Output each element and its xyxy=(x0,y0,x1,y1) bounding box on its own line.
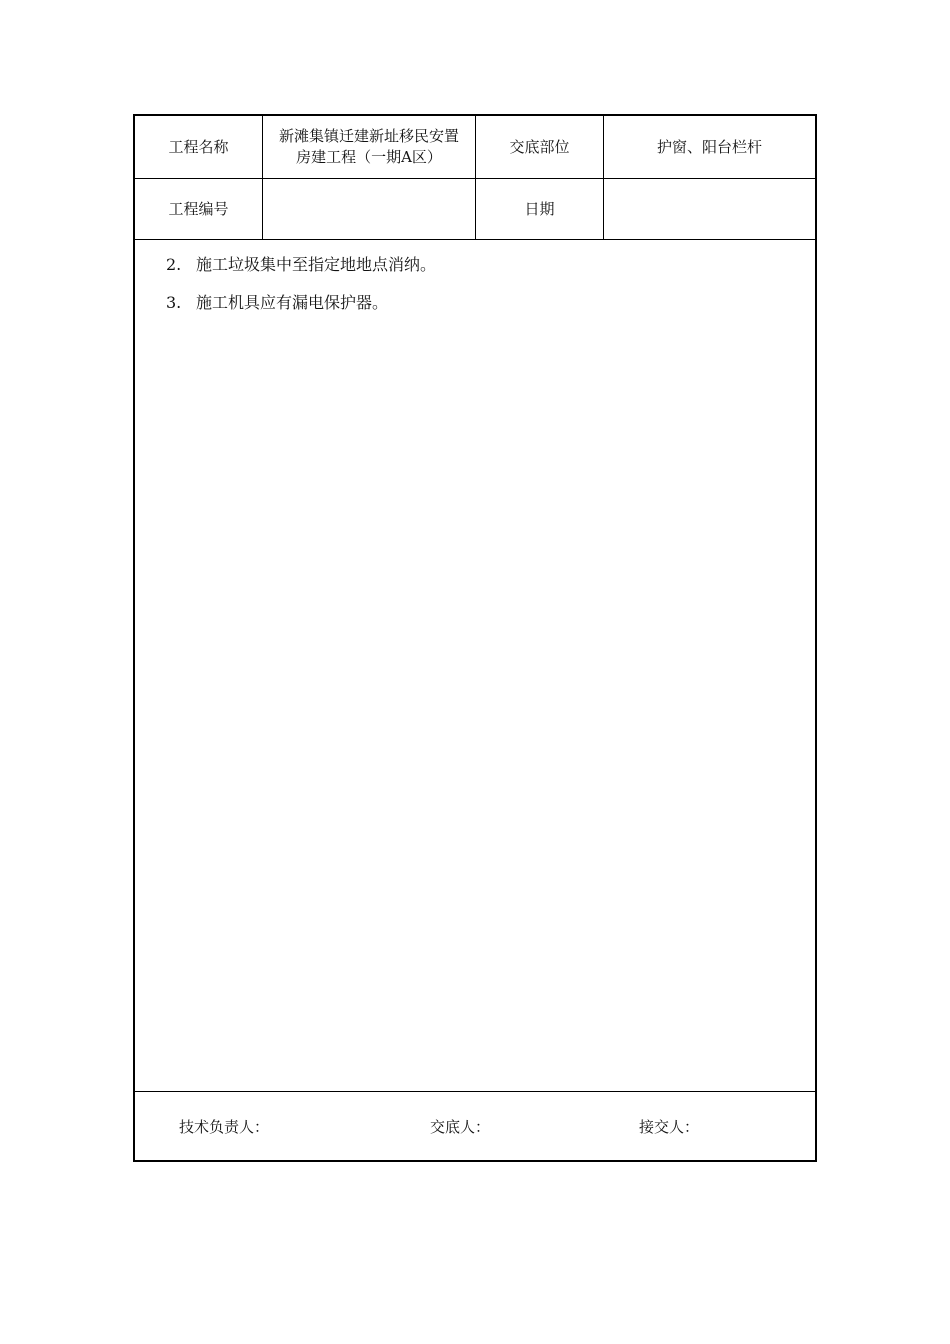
disclosure-content xyxy=(135,240,815,1092)
note-text: 施工垃圾集中至指定地地点消纳。 xyxy=(196,255,437,274)
header-row-number xyxy=(135,179,815,240)
location-value: 护窗、阳台栏杆 xyxy=(656,137,762,156)
note-item xyxy=(135,284,815,322)
note-number: 2. xyxy=(166,255,182,274)
date-value xyxy=(604,179,815,239)
note-item xyxy=(135,246,815,284)
project-no-value xyxy=(263,179,476,239)
note-text: 施工机具应有漏电保护器。 xyxy=(196,293,389,312)
note-number: 3. xyxy=(166,293,182,312)
disclosure-form xyxy=(133,114,817,1162)
project-no-label: 工程编号 xyxy=(135,179,263,239)
header-row-project xyxy=(135,116,815,179)
presenter-signature-label: 交底人： xyxy=(430,1118,491,1136)
project-name-label: 工程名称 xyxy=(135,116,263,178)
location-label: 交底部位 xyxy=(476,116,604,178)
signature-row xyxy=(135,1092,815,1162)
project-name-value: 新滩集镇迁建新址移民安置房建工程（一期A区） xyxy=(263,116,476,178)
receiver-signature-label: 接交人： xyxy=(639,1118,700,1136)
tech-lead-signature-label: 技术负责人： xyxy=(179,1118,270,1136)
date-label: 日期 xyxy=(476,179,604,239)
